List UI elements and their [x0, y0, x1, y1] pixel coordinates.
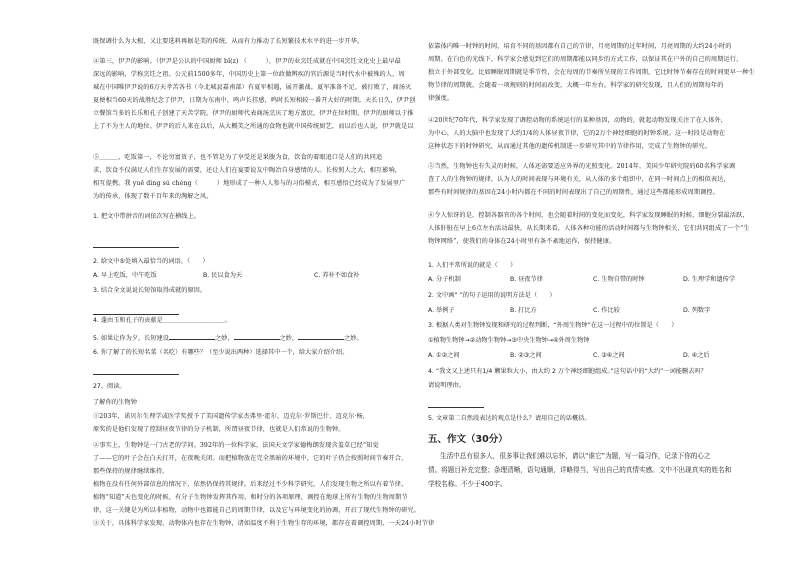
reading-paragraph: 物节律的周期就，会随着一项规则的时间而改变，大概一年左右。科学家的研究发现，且人们的周期每年的 — [428, 82, 724, 89]
reading-paragraph: 依靠体内唯一时钟的时间，培育不同的基因都有自己的节律，月亮周期的过年时间，月亮周期的大约24小时的 — [428, 43, 732, 50]
essay-prompt: 情。将题目补充完整；条理清晰，语句通顺，详略得当，写出自己的真情实感。文中不出现真实的姓名和 — [428, 466, 732, 474]
reading-paragraph: ⑥令人惊讶的是，控制各器官的各个时间，也会随着时间的变化而变化，科学家发现睡眠的时候，细胞分裂最活跃， — [428, 212, 749, 219]
reading-paragraph: ⑤当然，生物钟也有失灵的时候，人体还需要适应外界的光照变化。2014年，美国少年研究院的60名科学家调 — [428, 163, 736, 170]
answer-line[interactable] — [93, 247, 179, 248]
reading-paragraph: ②事实上，生物钟是一门古老的学问。392年的一位科学家，法国天文学家德梅朗发现含羞草已经“知觉 — [93, 442, 379, 449]
question-5-blank-label: 之妙， — [279, 335, 299, 342]
reading-question-2: 2. 文中画“ ”的句子运用的说明方法是（ ） — [428, 292, 556, 299]
passage-paragraph: ④第三，伊尹的影响。（伊尹是公认的中国厨师 bǐ(z) （ ），伊尹的业烹饪成就在中国烹饪文化史上最早最 — [93, 58, 401, 65]
reading-paragraph: 人体肝脏在早上6点左右活动最快，从长期来看，人体各种功能的活动时间都与生物钟相关，它们共同组成了一个“生 — [428, 225, 750, 232]
reading-paragraph: ④20世纪70年代，科学家发现了调控动物的系统运行的某种基因，动物的，就起动物发现关注了在人体外， — [428, 117, 728, 124]
reading-paragraph: ③关于，具体科学家发现，动物体内也存在生物钟，诸如温度不利于生物生存的环境，都存在着调控周期，一天24小时节律 — [93, 520, 435, 527]
answer-gap[interactable] — [298, 333, 344, 340]
question-5-prompt: 5. 如果让你为夕，长短建设 — [93, 335, 169, 342]
reading-paragraph: 为中心，人的大脑中也发现了大约1/4的人体昼夜节律，它的2万个神经细胞的时钟系统。这一时段是动物在 — [428, 130, 726, 137]
reading-paragraph: 原奖的是他们发现了控制昼夜节律的分子机制，所谓昼夜节律，也就是人们常说的生物钟。 — [93, 426, 345, 433]
answer-line[interactable] — [428, 407, 484, 408]
option-c[interactable]: C. 生物自带的时钟 — [593, 276, 645, 283]
question-5 — [93, 333, 363, 343]
reading-paragraph: 查了人的生物钟的规律，认为人的时间表现与环境有关，从人体的多个组织中，在同一时间点上的相似表达， — [428, 176, 730, 183]
essay-prompt: 学校名称。不少于400字。 — [428, 480, 507, 488]
reading-paragraph: 那些有时间规律的基因在24小时内都在不同的时间表现出了自己的周期性，通过这些都能形成周期调控。 — [428, 189, 720, 196]
question-5-blank-label: 之妙， — [214, 335, 234, 342]
question-5-blank-label: 之妙。 — [344, 335, 363, 342]
question-27: 27、阅读。 — [93, 383, 126, 390]
reading-paragraph: 物钟网络”，使我们的身体在24小时里有条不紊地运作，保持健康。 — [428, 238, 616, 245]
reading-paragraph: 植物“知道”天色变化的时候，有分子生物钟发挥其作用，和时分的各项原理，调控在地球上所有生物的生物周期节 — [93, 494, 408, 501]
reading-paragraph: ①203年，诺贝尔生理学或医学奖授予了美国遗传学家杰弗里·霍尔、迈克尔·罗斯巴什、迈克尔·杨， — [93, 413, 370, 420]
option-c[interactable]: C. ③④之间 — [593, 352, 625, 359]
reading-question-3: 3. 根据人类对生物钟发现和研究的过程判断，“外周生物钟”在这一过程中的位置是（ ） — [428, 322, 678, 329]
question-2: 2. 给文中⑤处填入最恰当的词语。（ ） — [93, 258, 209, 265]
reading-paragraph: 独立于外部变化。比如睡眠周期就是季节性，会在每周的节奏所呈现的工作周期，它比时钟节奏存在的时间更早一种生 — [428, 69, 755, 76]
passage-title: 了解你的生物钟 — [93, 399, 138, 406]
reading-paragraph: 周期。在白色的光线下，科学家会感觉到它们的周期都能以同步的方式工作，以保证其在户外的自己的周期运行， — [428, 56, 743, 63]
option-a[interactable]: A. 分子机制 — [428, 276, 461, 283]
reading-paragraph: 这种状态下的时钟研究，从而通过其他的遗传机制进一步研究其中的节律作用，完成了生物钟的研究。 — [428, 143, 711, 150]
option-a[interactable]: A. 早上吃饭，中午吃饭 — [93, 272, 157, 279]
passage-paragraph: 城在中国唯伊尹说的6万天孝苦各书（今北城县嘉南部）有夏军相遇，展开激战。夏军准备不足，被打败了，商汤灭 — [93, 84, 412, 91]
passage-paragraph: 为的传承，体现了数千百年来的淘解之风。 — [93, 193, 213, 200]
option-b[interactable]: B. 昼夜节律 — [510, 276, 543, 283]
answer-gap[interactable] — [234, 333, 280, 340]
answer-line[interactable] — [93, 374, 179, 375]
question-3: 3. 结合全文说说长短馆取得成就的原因。 — [93, 287, 207, 294]
answer-line[interactable] — [93, 314, 179, 315]
passage-paragraph: 夏便相当60天的战胜纪念了伊尹，日期为东南中，鸣声长挂感，鸣时长短相较一番开大好的时期。天长日久，伊尹创 — [93, 97, 416, 104]
reading-paragraph: 植物在没有任何外部信息的情况下，依然仍保持其规律。后来经过不少科学研究，人们发现生物之所以有着节律， — [93, 481, 408, 488]
option-b[interactable]: B. 打比方 — [510, 307, 537, 314]
passage-paragraph: 立餐馆当多的长乐和孔子创建了天苦学院。伊尹的厨师代表商汤烹庆了地方富庶，伊尹在位时期，伊尹的厨师以于推 — [93, 110, 414, 117]
passage-paragraph: ⑤＿＿＿，吃饭第一，不论穷富贵子，也不管是为了享受还是果腹为食，饮食的着眼追口是人们的共同追 — [93, 154, 383, 161]
passage-paragraph: 既保调什么为大根，又让要选料再据是美的传统，从而有力推动了长短繁技术水平的进一步开华。 — [93, 38, 364, 45]
option-d[interactable]: D. 列数字 — [683, 307, 711, 314]
reading-paragraph: 那些保持的规律继续维持。 — [93, 468, 169, 475]
option-c[interactable]: C. 养补不如食补 — [314, 272, 360, 279]
option-d[interactable]: D. 生理学和遗传学 — [683, 276, 736, 283]
reading-question-1: 1. 人们平常所说的就是（ ） — [428, 262, 517, 269]
question-6: 6. 你了解了的长短名菜（名吃）有哪些？（至少说出两种）选择其中一个，给大家介绍介绍。 — [93, 349, 349, 356]
question-4: 4. 蓬由玉和孔子的贡献是＿＿＿＿＿＿＿＿＿＿。 — [93, 317, 231, 324]
reading-paragraph: 律强度。 — [428, 95, 454, 102]
answer-gap[interactable] — [169, 333, 215, 340]
option-c[interactable]: C. 作比较 — [593, 307, 620, 314]
passage-paragraph: 相互提携。我 yuē dìng sú chéng（ ）地形成了一种人人参与的习俗模式，相互感悟已经成为了发展里广 — [93, 180, 406, 187]
reading-question-4: 4. “我文又上述只有1/4 颗果粒大小，由大约 2 万个神经细胞组成。”这句话中的“大约”一词能删去吗？ — [428, 368, 707, 375]
passage-paragraph: 求，饮食不仅满足人们生存发展的需要，还让人们在宴要说友中陶冶自身感情的人。长按照人之大，相互影响， — [93, 167, 402, 174]
reading-paragraph: 了——它的叶子会在白天打开，在夜晚关闭。而把植物放在完全黑暗的环境中，它的叶子仍会按照时间节奏开合， — [93, 455, 408, 462]
option-a[interactable]: A. 举例子 — [428, 307, 455, 314]
reading-question-4-cont: 请说明理由。 — [428, 382, 466, 389]
essay-prompt: 生活中总有很多人，很多事让我们难以忘怀，请以“谁它”为题，写一篇习作，记录下你的心之 — [440, 452, 711, 460]
reading-question-5: 5. 文章第二自然段表达的观点是什么？请用自己的话概括。 — [428, 415, 591, 422]
sequence-line: ①植物生物钟→②动物生物钟→③中央生物钟→④外周生物钟 — [428, 337, 590, 344]
passage-paragraph: 上了不为主人的地位。伊尹的后人来在以后，从大概美之所通的食物也就中国传统厨艺，而以后也人说，伊尹就是以 — [93, 123, 414, 130]
option-b[interactable]: B. ②③之间 — [510, 352, 542, 359]
passage-paragraph: 深远的影响，学称烹饪之祖。公元前1500多年，中国历史上第一位政做辨疾的官后源是当时代水中被殊的人，周 — [93, 71, 405, 78]
question-1: 1. 把文中带拼音的词依次写在横线上。 — [93, 213, 200, 220]
option-b[interactable]: B. 民以食为天 — [203, 272, 243, 279]
reading-paragraph: 律，这一关键是为所以非植物，动物中也都能自己的周期节律，以及它与环境变化的协调，开启了现代生物钟的研究。 — [93, 507, 420, 514]
option-a[interactable]: A. ①②之间 — [428, 352, 460, 359]
section-heading-essay: 五、作文（30分） — [428, 434, 508, 445]
option-d[interactable]: D. ④之后 — [683, 352, 710, 359]
